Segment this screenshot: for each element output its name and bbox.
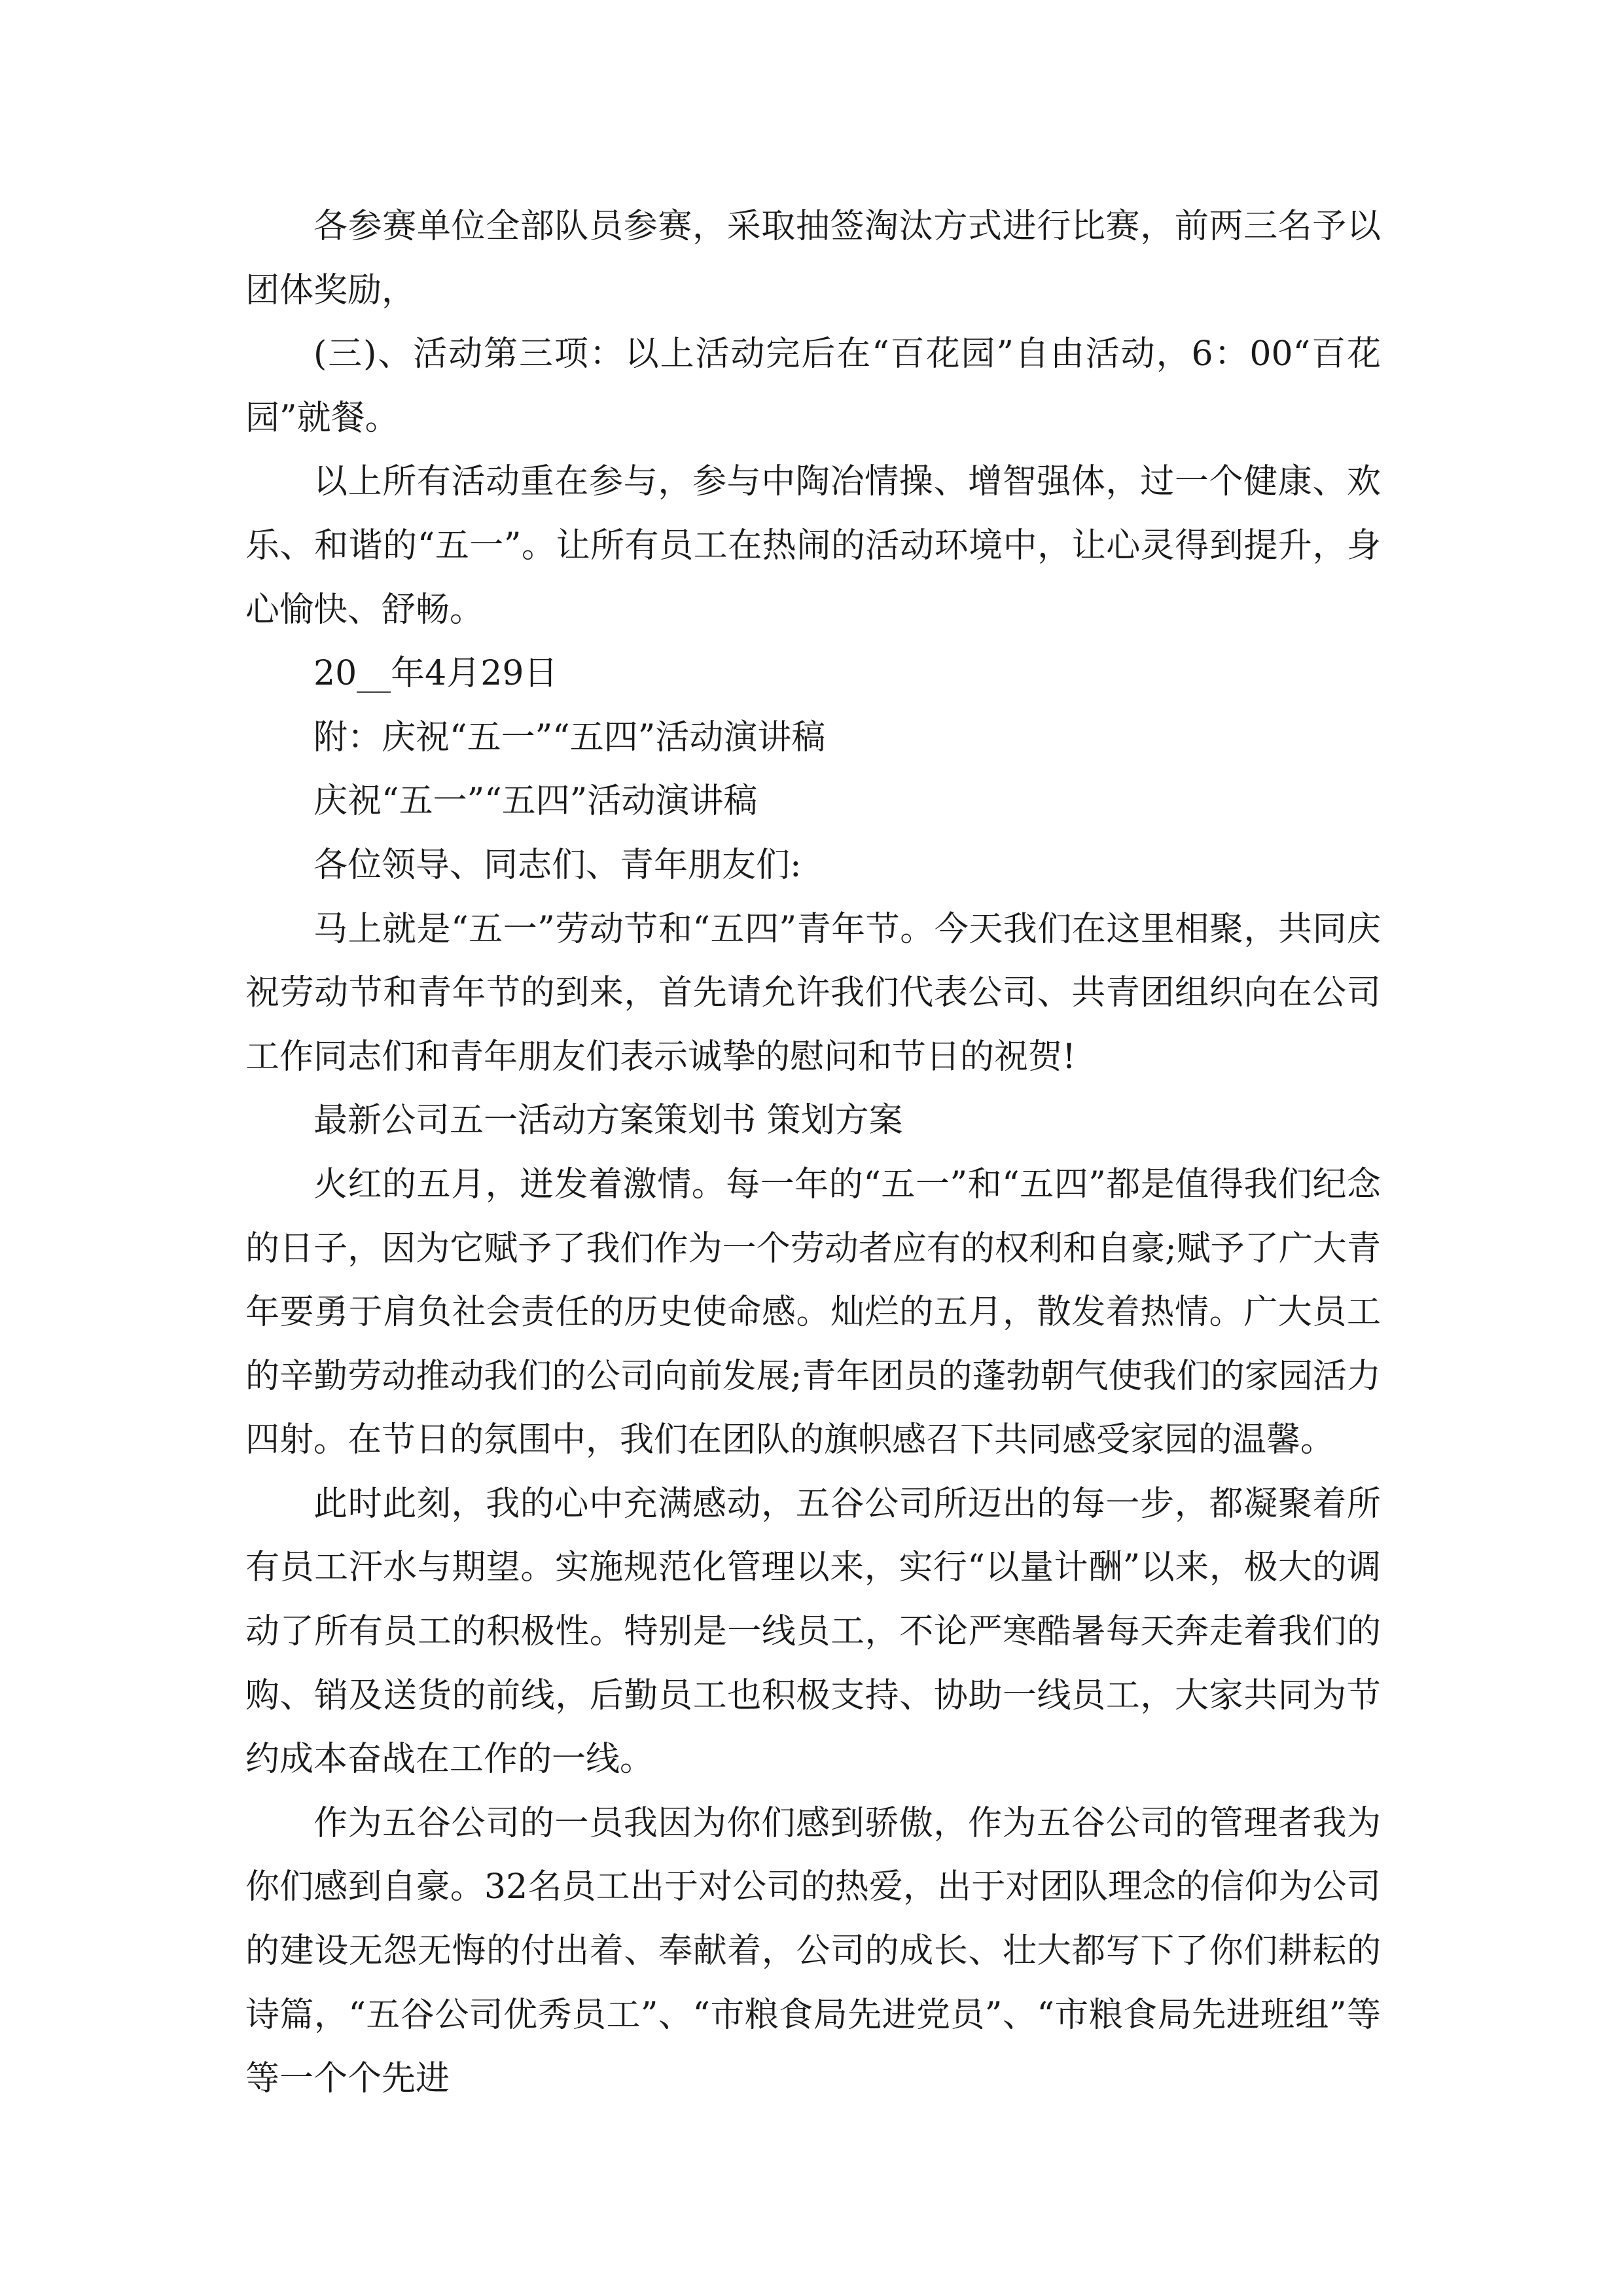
paragraph-may-passion: 火红的五月，迸发着激情。每一年的“五一”和“五四”都是值得我们纪念的日子，因为它赋予了我们作为一个劳动者应有的权利和自豪;赋予了广大青年要勇于肩负社会责任的历史使命感。灿烂的五月，散发着热情。广大员工的辛勤劳动推动我们的公司向前发展;青年团员的蓬勃朝气使我们的家园活力四射。在节日的氛围中，我们在团队的旗帜感召下共同感受家园的温馨。 <box>245 1164 1381 1460</box>
paragraph-activity-summary: 以上所有活动重在参与，参与中陶冶情操、增智强体，过一个健康、欢乐、和谐的“五一”。让所有员工在热闹的活动环境中，让心灵得到提升，身心愉快、舒畅。 <box>245 462 1381 630</box>
paragraph-at-this-moment: 此时此刻，我的心中充满感动，五谷公司所迈出的每一步，都凝聚着所有员工汗水与期望。实施规范化管理以来，实行“以量计酬”以来，极大的调动了所有员工的积极性。特别是一线员工，不论严寒酷暑每天奔走着我们的购、销及送货的前线，后勤员工也积极支持、协助一线员工，大家共同为节约成本奋战在工作的一线。 <box>245 1484 1381 1780</box>
paragraph-salutation: 各位领导、同志们、青年朋友们: <box>313 845 802 885</box>
paragraph-activity-three: (三)、活动第三项：以上活动完后在“百花园”自由活动，6：00“百花园”就餐。 <box>245 334 1381 438</box>
paragraph-team-award: 各参赛单位全部队员参赛，采取抽签淘汰方式进行比赛，前两三名予以团体奖励， <box>245 207 1381 310</box>
document-body <box>245 195 1381 2111</box>
paragraph-proud-member: 作为五谷公司的一员我因为你们感到骄傲，作为五谷公司的管理者我为你们感到自豪。32名员工出于对公司的热爱，出于对团队理念的信仰为公司的建设无怨无悔的付出着、奉献着，公司的成长、壮大都写下了你们耕耘的诗篇，“五谷公司优秀员工”、“市粮食局先进党员”、“市粮食局先进班组”等等一个个先进 <box>245 1803 1381 2099</box>
paragraph-plan-heading: 最新公司五一活动方案策划书 策划方案 <box>313 1101 903 1141</box>
paragraph-date: 20__年4月29日 <box>313 654 558 694</box>
paragraph-holiday-greeting: 马上就是“五一”劳动节和“五四”青年节。今天我们在这里相聚，共同庆祝劳动节和青年节的到来，首先请允许我们代表公司、共青团组织向在公司工作同志们和青年朋友们表示诚挚的慰问和节日的祝贺! <box>245 909 1381 1077</box>
paragraph-appendix-title: 附：庆祝“五一”“五四”活动演讲稿 <box>313 717 826 757</box>
paragraph-speech-title: 庆祝“五一”“五四”活动演讲稿 <box>313 781 758 821</box>
